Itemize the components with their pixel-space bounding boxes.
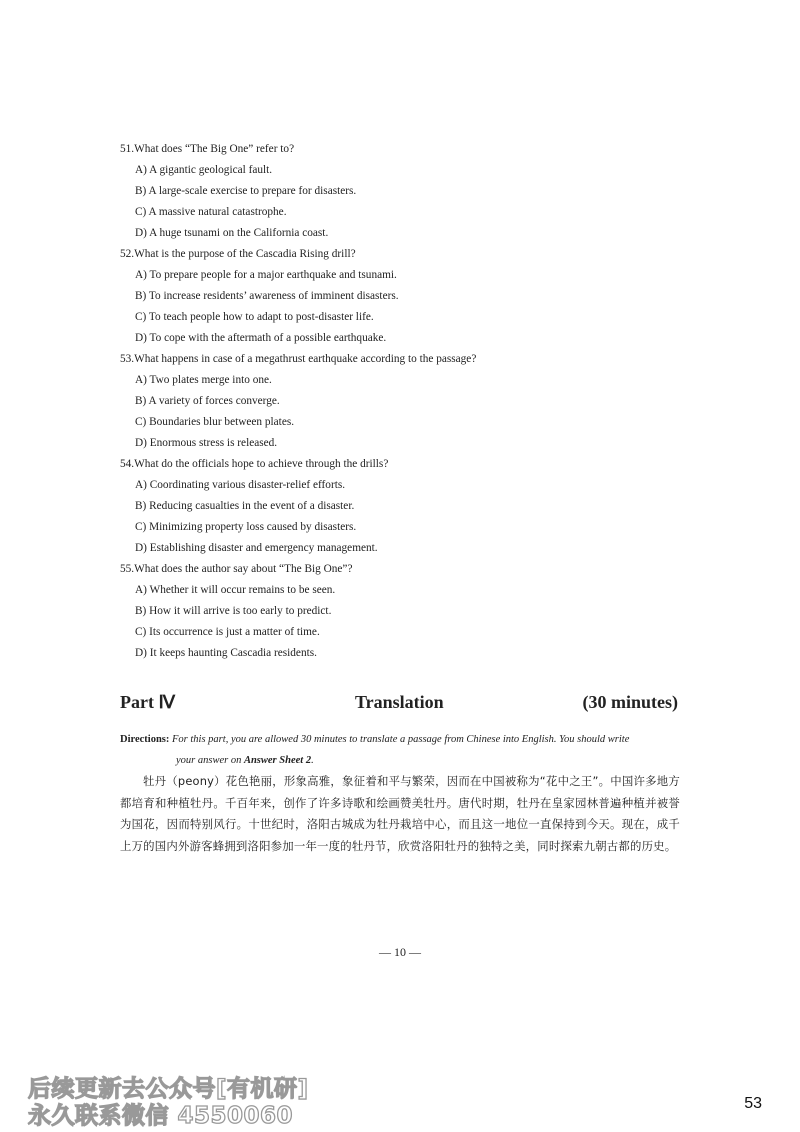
answer-sheet-ref: Answer Sheet 2 [243, 755, 312, 766]
part-number: Part Ⅳ [120, 692, 176, 712]
corner-page-number: 53 [744, 1095, 762, 1112]
option-a: A) Whether it will occur remains to be seen. [135, 584, 336, 596]
question-51 [120, 139, 700, 244]
question-list [120, 139, 700, 664]
part-title: Translation [355, 692, 444, 712]
question-52 [120, 244, 700, 349]
directions-suffix: . [311, 755, 314, 766]
question-54 [120, 454, 700, 559]
option-d: D) It keeps haunting Cascadia residents. [135, 647, 317, 659]
part-header [120, 692, 678, 718]
option-b: B) How it will arrive is too early to predict. [135, 605, 332, 617]
option-b: B) A variety of forces converge. [135, 395, 280, 407]
question-stem: 52.What is the purpose of the Cascadia Rising drill? [120, 248, 356, 260]
option-a: A) A gigantic geological fault. [135, 164, 273, 176]
page-number: — 10 — [379, 945, 421, 959]
option-c: C) To teach people how to adapt to post-disaster life. [135, 311, 374, 323]
option-a: A) Coordinating various disaster-relief efforts. [135, 479, 346, 491]
directions-text: For this part, you are allowed 30 minutes to translate a passage from Chinese into English. You should write [172, 734, 630, 745]
directions [120, 729, 680, 771]
watermark-line-1: 后续更新去公众号[有机研] [28, 1076, 309, 1102]
option-c: C) Boundaries blur between plates. [135, 416, 295, 428]
option-c: C) A massive natural catastrophe. [135, 206, 287, 218]
option-a: A) To prepare people for a major earthquake and tsunami. [135, 269, 397, 281]
directions-prefix: your answer on [176, 755, 244, 766]
option-c: C) Its occurrence is just a matter of time. [135, 626, 320, 638]
option-d: D) A huge tsunami on the California coast. [135, 227, 329, 239]
directions-text-line2 [120, 750, 680, 771]
question-53 [120, 349, 700, 454]
question-stem: 54.What do the officials hope to achieve through the drills? [120, 458, 389, 470]
part-time: (30 minutes) [582, 692, 678, 712]
question-stem: 55.What does the author say about “The Big One”? [120, 563, 353, 575]
option-b: B) Reducing casualties in the event of a disaster. [135, 500, 355, 512]
directions-label: Directions: [120, 734, 170, 745]
option-d: D) Establishing disaster and emergency management. [135, 542, 378, 554]
option-a: A) Two plates merge into one. [135, 374, 272, 386]
question-stem: 51.What does “The Big One” refer to? [120, 143, 295, 155]
translation-passage: 牡丹（peony）花色艳丽，形象高雅，象征着和平与繁荣，因而在中国被称为“花中之王”。中国许多地方都培育和种植牡丹。千百年来，创作了许多诗歌和绘画赞美牡丹。唐代时期，牡丹在皇家园林普遍种植并被誉为国花，因而特别风行。十世纪时，洛阳古城成为牡丹栽培中心，而且这一地位一直保持到今天。现在，成千上万的国内外游客蜂拥到洛阳参加一年一度的牡丹节，欣赏洛阳牡丹的独特之美，同时探索九朝古都的历史。 [120, 774, 680, 853]
question-stem: 53.What happens in case of a megathrust earthquake according to the passage? [120, 353, 477, 365]
option-d: D) To cope with the aftermath of a possible earthquake. [135, 332, 387, 344]
question-55 [120, 559, 700, 664]
option-d: D) Enormous stress is released. [135, 437, 278, 449]
watermark-line-2: 永久联系微信 4550060 [28, 1103, 294, 1129]
option-b: B) To increase residents’ awareness of imminent disasters. [135, 290, 399, 302]
option-c: C) Minimizing property loss caused by disasters. [135, 521, 357, 533]
watermark [28, 1076, 309, 1130]
option-b: B) A large-scale exercise to prepare for disasters. [135, 185, 357, 197]
